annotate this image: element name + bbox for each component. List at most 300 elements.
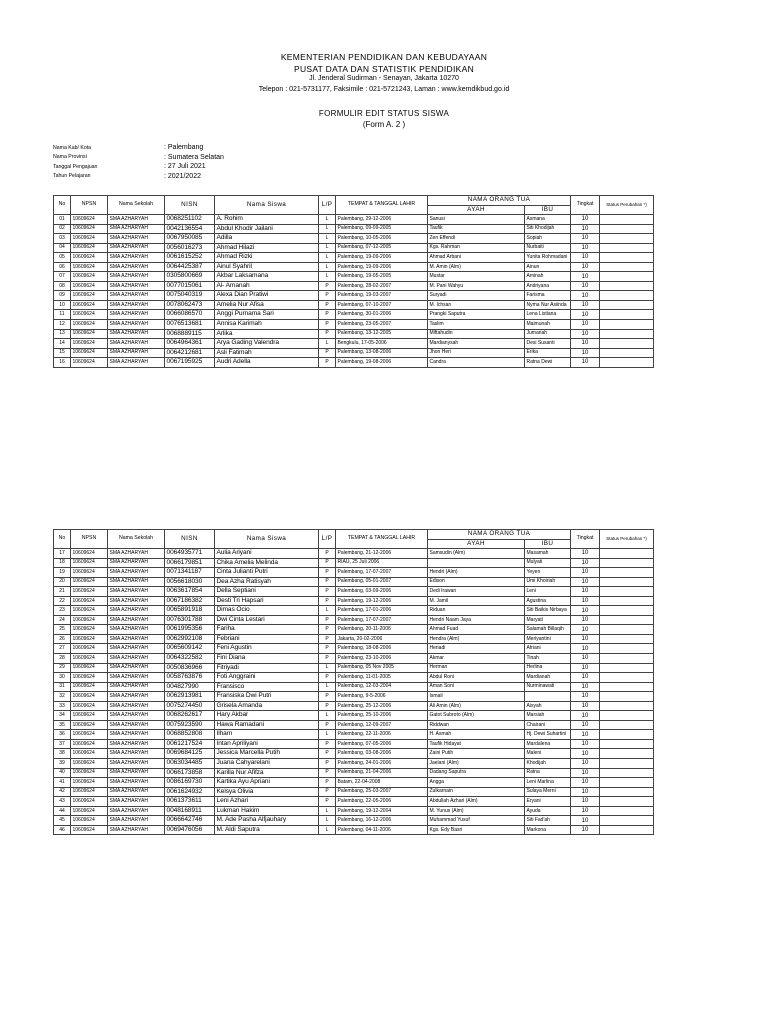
birth-cell: Palembang, 22-11-2006 — [336, 730, 428, 740]
birth-cell: Palembang, 9-5-2006 — [336, 692, 428, 702]
school-cell: SMA AZHARYAH — [108, 358, 165, 368]
nisn-cell: 0067950085 — [165, 234, 215, 244]
mother-cell: Erika — [525, 348, 571, 358]
table-row — [54, 720, 654, 730]
status-cell — [600, 768, 654, 778]
father-cell: Aman Soni — [428, 682, 525, 692]
mother-cell: Salamah Billaqih — [525, 625, 571, 635]
gender-cell: P — [319, 797, 336, 807]
gender-cell: P — [319, 720, 336, 730]
npsn-cell: 10609624 — [71, 281, 108, 291]
mother-cell: Sulaya Merni — [525, 787, 571, 797]
father-cell: M. Amin (Alm) — [428, 262, 525, 272]
status-cell — [600, 234, 654, 244]
table-row — [54, 596, 654, 606]
school-cell: SMA AZHARYAH — [108, 281, 165, 291]
table-row — [54, 272, 654, 282]
father-cell: Sanusi — [428, 215, 525, 225]
table-row — [54, 320, 654, 330]
student-name-cell: Desti Tri Hapsari — [215, 596, 319, 606]
mother-cell: Nyma Nur Asiinda — [525, 300, 571, 310]
gender-cell: P — [319, 739, 336, 749]
nisn-cell: 0056618030 — [165, 577, 215, 587]
father-cell: Miftahudin — [428, 329, 525, 339]
gender-cell: L — [319, 253, 336, 263]
grade-cell: 10 — [571, 329, 600, 339]
meta-value: : 2021/2022 — [164, 172, 201, 180]
col-grade: Tingkat — [571, 196, 600, 215]
grade-cell: 10 — [571, 797, 600, 807]
grade-cell: 10 — [571, 358, 600, 368]
status-cell — [600, 739, 654, 749]
father-cell: Jhon Heri — [428, 348, 525, 358]
father-cell: Hendri (Alm) — [428, 568, 525, 578]
mother-cell: Agustina — [525, 596, 571, 606]
npsn-cell: 10609624 — [71, 739, 108, 749]
school-cell: SMA AZHARYAH — [108, 644, 165, 654]
grade-cell: 10 — [571, 625, 600, 635]
birth-cell: Palembang, 23-05-2007 — [336, 320, 428, 330]
col-npsn: NPSN — [71, 196, 108, 215]
father-cell: Edison — [428, 577, 525, 587]
birth-cell: Palembang, 07-10-2007 — [336, 300, 428, 310]
gender-cell: L — [319, 339, 336, 349]
nisn-cell: 0075923590 — [165, 720, 215, 730]
status-cell — [600, 787, 654, 797]
gender-cell: L — [319, 272, 336, 282]
mother-cell: Nurminawati — [525, 682, 571, 692]
student-name-cell: Akbar Laksamana — [215, 272, 319, 282]
col-school: Nama Sekolah — [108, 196, 165, 215]
student-name-cell: Arya Gading Valendra — [215, 339, 319, 349]
row-number: 30 — [54, 673, 71, 683]
status-cell — [600, 663, 654, 673]
nisn-cell: 0068262617 — [165, 711, 215, 721]
nisn-cell: 0071341187 — [165, 568, 215, 578]
gender-cell: L — [319, 711, 336, 721]
table-row — [54, 348, 654, 358]
meta-value: : Sumatera Selatan — [164, 153, 224, 161]
row-number: 12 — [54, 320, 71, 330]
father-cell: Ismail — [428, 692, 525, 702]
npsn-cell: 10609624 — [71, 215, 108, 225]
gender-cell: P — [319, 749, 336, 759]
school-cell: SMA AZHARYAH — [108, 816, 165, 826]
mother-cell: Aisyah — [525, 701, 571, 711]
table-row — [54, 558, 654, 568]
birth-cell: Palembang, 25-03-2007 — [336, 787, 428, 797]
row-number: 09 — [54, 291, 71, 301]
row-number: 11 — [54, 310, 71, 320]
student-name-cell: Fitriyadi — [215, 663, 319, 673]
mother-cell: Ratna Dewi — [525, 358, 571, 368]
father-cell: Abdul Roni — [428, 673, 525, 683]
col-parents: NAMA ORANG TUA — [428, 530, 571, 540]
table-row — [54, 787, 654, 797]
birth-cell: Palembang, 03-09-2006 — [336, 587, 428, 597]
grade-cell: 10 — [571, 243, 600, 253]
father-cell: Gatot Subroto (Alm) — [428, 711, 525, 721]
row-number: 05 — [54, 253, 71, 263]
grade-cell: 10 — [571, 720, 600, 730]
table-row — [54, 300, 654, 310]
father-cell: Mardianysah — [428, 339, 525, 349]
nisn-cell: 0063617854 — [165, 587, 215, 597]
birth-cell: Palembang, 17-01-2006 — [336, 606, 428, 616]
nisn-cell: 0086169730 — [165, 778, 215, 788]
row-number: 29 — [54, 663, 71, 673]
gender-cell: P — [319, 701, 336, 711]
status-cell — [600, 272, 654, 282]
row-number: 43 — [54, 797, 71, 807]
col-npsn: NPSN — [71, 530, 108, 549]
student-name-cell: Ahmad Rizki — [215, 253, 319, 263]
school-cell: SMA AZHARYAH — [108, 262, 165, 272]
school-cell: SMA AZHARYAH — [108, 625, 165, 635]
status-cell — [600, 682, 654, 692]
student-name-cell: Hawa Ramadani — [215, 720, 319, 730]
table-row — [54, 234, 654, 244]
birth-cell: Palembang, 25-12-2006 — [336, 701, 428, 711]
birth-cell: Palembang, 16-12-2006 — [336, 816, 428, 826]
father-cell: Kgs. Rahman — [428, 243, 525, 253]
gender-cell: L — [319, 243, 336, 253]
student-name-cell: Leni Azhari — [215, 797, 319, 807]
status-cell — [600, 720, 654, 730]
row-number: 21 — [54, 587, 71, 597]
gender-cell: P — [319, 320, 336, 330]
father-cell: Mustar — [428, 272, 525, 282]
nisn-cell: 0069684125 — [165, 749, 215, 759]
nisn-cell: 0067186382 — [165, 596, 215, 606]
grade-cell: 10 — [571, 825, 600, 835]
mother-cell: Mardalena — [525, 739, 571, 749]
father-cell: Zen Effendi — [428, 234, 525, 244]
grade-cell: 10 — [571, 215, 600, 225]
row-number: 18 — [54, 558, 71, 568]
row-number: 15 — [54, 348, 71, 358]
row-number: 26 — [54, 634, 71, 644]
student-name-cell: Ahmad Hilazi — [215, 243, 319, 253]
school-cell: SMA AZHARYAH — [108, 215, 165, 225]
status-cell — [600, 320, 654, 330]
birth-cell: Palembang, 22-05-2006 — [336, 797, 428, 807]
table-row — [54, 577, 654, 587]
nisn-cell: 0064425387 — [165, 262, 215, 272]
npsn-cell: 10609624 — [71, 587, 108, 597]
student-name-cell: Dea Azha Ratisyah — [215, 577, 319, 587]
npsn-cell: 10609624 — [71, 358, 108, 368]
meta-label: Nama Kab/ Kota — [53, 144, 92, 151]
table-row — [54, 634, 654, 644]
birth-cell: Palembang, 09-09-2005 — [336, 224, 428, 234]
student-name-cell: Ainul Syahril — [215, 262, 319, 272]
grade-cell: 10 — [571, 320, 600, 330]
grade-cell: 10 — [571, 262, 600, 272]
father-cell: Jaelani (Alm) — [428, 759, 525, 769]
form-metadata — [53, 143, 224, 181]
gender-cell: P — [319, 358, 336, 368]
grade-cell: 10 — [571, 596, 600, 606]
student-name-cell: Intan Apriliyani — [215, 739, 319, 749]
father-cell: Riduan — [428, 606, 525, 616]
student-name-cell: Dwi Cinta Lestari — [215, 615, 319, 625]
mother-cell: Khodijah — [525, 759, 571, 769]
status-cell — [600, 358, 654, 368]
npsn-cell: 10609624 — [71, 310, 108, 320]
npsn-cell: 10609624 — [71, 606, 108, 616]
gender-cell: L — [319, 234, 336, 244]
table-row — [54, 568, 654, 578]
gender-cell: P — [319, 787, 336, 797]
birth-cell: Palembang, 13-12-2005 — [336, 329, 428, 339]
school-cell: SMA AZHARYAH — [108, 549, 165, 559]
father-cell: M. Ichsan — [428, 300, 525, 310]
mother-cell — [525, 692, 571, 702]
gender-cell: L — [319, 682, 336, 692]
meta-value: : 27 Juli 2021 — [164, 163, 206, 171]
student-name-cell: M. Aldi Saputra — [215, 825, 319, 835]
student-name-cell: Fini Diana — [215, 654, 319, 664]
row-number: 20 — [54, 577, 71, 587]
student-name-cell: Ilham — [215, 730, 319, 740]
col-student-name: Nama Siswa — [215, 530, 319, 549]
col-mother: IBU — [525, 206, 571, 215]
father-cell: Muhammad Yusuf — [428, 816, 525, 826]
birth-cell: Palembang, 07-12-2005 — [336, 243, 428, 253]
row-number: 10 — [54, 300, 71, 310]
grade-cell: 10 — [571, 224, 600, 234]
row-number: 02 — [54, 224, 71, 234]
grade-cell: 10 — [571, 749, 600, 759]
nisn-cell: 0068889115 — [165, 329, 215, 339]
mother-cell: Markona — [525, 825, 571, 835]
grade-cell: 10 — [571, 234, 600, 244]
student-name-cell: Jessica Marcella Putih — [215, 749, 319, 759]
nisn-cell: 0068852808 — [165, 730, 215, 740]
gender-cell: L — [319, 825, 336, 835]
father-cell: Akmar — [428, 654, 525, 664]
row-number: 14 — [54, 339, 71, 349]
grade-cell: 10 — [571, 806, 600, 816]
grade-cell: 10 — [571, 634, 600, 644]
mother-cell: Eryani — [525, 797, 571, 807]
nisn-cell: 0065891918 — [165, 606, 215, 616]
status-cell — [600, 262, 654, 272]
col-mother: IBU — [525, 540, 571, 549]
gender-cell: P — [319, 281, 336, 291]
father-cell: M. Jamil — [428, 596, 525, 606]
npsn-cell: 10609624 — [71, 749, 108, 759]
gender-cell: P — [319, 625, 336, 635]
col-no: No — [54, 196, 71, 215]
father-cell: Suryadi — [428, 291, 525, 301]
status-cell — [600, 701, 654, 711]
school-cell: SMA AZHARYAH — [108, 711, 165, 721]
father-cell: Ahmad Arbani — [428, 253, 525, 263]
gender-cell: L — [319, 215, 336, 225]
npsn-cell: 10609624 — [71, 711, 108, 721]
row-number: 08 — [54, 281, 71, 291]
table-row — [54, 215, 654, 225]
gender-cell: L — [319, 262, 336, 272]
col-father: AYAH — [428, 540, 525, 549]
grade-cell: 10 — [571, 568, 600, 578]
birth-cell: Palembang, 19-12-2006 — [336, 596, 428, 606]
gender-cell: P — [319, 549, 336, 559]
school-cell: SMA AZHARYAH — [108, 682, 165, 692]
nisn-cell: 0061373611 — [165, 797, 215, 807]
mother-cell: Ainun — [525, 262, 571, 272]
gender-cell: P — [319, 587, 336, 597]
table-row — [54, 759, 654, 769]
school-cell: SMA AZHARYAH — [108, 778, 165, 788]
father-cell: Candra — [428, 358, 525, 368]
birth-cell: Palembang, 12-09-2007 — [336, 720, 428, 730]
mother-cell: Mulyati — [525, 558, 571, 568]
father-cell: Herman — [428, 663, 525, 673]
npsn-cell: 10609624 — [71, 759, 108, 769]
student-name-cell: Febriani — [215, 634, 319, 644]
mother-cell: Andriyana — [525, 281, 571, 291]
school-cell: SMA AZHARYAH — [108, 606, 165, 616]
table-row — [54, 262, 654, 272]
table-row — [54, 673, 654, 683]
grade-cell: 10 — [571, 787, 600, 797]
npsn-cell: 10609624 — [71, 797, 108, 807]
student-name-cell: Juana Cahyarelani — [215, 759, 319, 769]
grade-cell: 10 — [571, 615, 600, 625]
birth-cell: Palembang, 23-10-2006 — [336, 654, 428, 664]
mother-cell: Desi Susanti — [525, 339, 571, 349]
row-number: 41 — [54, 778, 71, 788]
birth-cell: Palembang, 18-08-2006 — [336, 644, 428, 654]
nisn-cell: 0305800669 — [165, 272, 215, 282]
npsn-cell: 10609624 — [71, 816, 108, 826]
col-nisn: NISN — [165, 530, 215, 549]
npsn-cell: 10609624 — [71, 615, 108, 625]
nisn-cell: 0076513681 — [165, 320, 215, 330]
row-number: 19 — [54, 568, 71, 578]
contact-line: Telepon : 021-5731177, Faksimile : 021-5721243, Laman : www.kemdikbud.go.id — [258, 86, 510, 93]
col-status: Status Perubahan *) — [600, 530, 654, 549]
mother-cell: Leni — [525, 587, 571, 597]
row-number: 40 — [54, 768, 71, 778]
school-cell: SMA AZHARYAH — [108, 730, 165, 740]
npsn-cell: 10609624 — [71, 673, 108, 683]
table-row — [54, 625, 654, 635]
npsn-cell: 10609624 — [71, 558, 108, 568]
table-row — [54, 749, 654, 759]
mother-cell: Chairani — [525, 720, 571, 730]
birth-cell: Palembang, 17-07-2007 — [336, 568, 428, 578]
row-number: 07 — [54, 272, 71, 282]
status-cell — [600, 291, 654, 301]
col-school: Nama Sekolah — [108, 530, 165, 549]
nisn-cell: 0078062473 — [165, 300, 215, 310]
nisn-cell: 0066173858 — [165, 768, 215, 778]
form-code: (Form A. 2 ) — [362, 120, 406, 129]
father-cell: Hendra (Alm) — [428, 634, 525, 644]
table-row — [54, 644, 654, 654]
status-cell — [600, 558, 654, 568]
school-cell: SMA AZHARYAH — [108, 587, 165, 597]
nisn-cell: 0077015061 — [165, 281, 215, 291]
birth-cell: Palembang, 05-01-2007 — [336, 577, 428, 587]
gender-cell: P — [319, 615, 336, 625]
gender-cell: P — [319, 300, 336, 310]
nisn-cell: 0068251102 — [165, 215, 215, 225]
birth-cell: Palembang, 19-09-2006 — [336, 262, 428, 272]
npsn-cell: 10609624 — [71, 224, 108, 234]
col-student-name: Nama Siswa — [215, 196, 319, 215]
row-number: 13 — [54, 329, 71, 339]
father-cell: Samsudin (Alm) — [428, 549, 525, 559]
student-name-cell: Fransisco — [215, 682, 319, 692]
birth-cell: Palembang, 13-08-2006 — [336, 348, 428, 358]
student-name-cell: Al- Amanah — [215, 281, 319, 291]
meta-row-tanggal — [53, 162, 224, 172]
nisn-cell: 0065609142 — [165, 644, 215, 654]
npsn-cell: 10609624 — [71, 300, 108, 310]
birth-cell: Palembang, 29-12-2006 — [336, 215, 428, 225]
npsn-cell: 10609624 — [71, 549, 108, 559]
table-row — [54, 329, 654, 339]
npsn-cell: 10609624 — [71, 825, 108, 835]
birth-cell: Palembang, 10-05-2006 — [336, 234, 428, 244]
gender-cell: P — [319, 577, 336, 587]
grade-cell: 10 — [571, 663, 600, 673]
student-name-cell: Anggi Purnama Sari — [215, 310, 319, 320]
grade-cell: 10 — [571, 310, 600, 320]
status-cell — [600, 339, 654, 349]
father-cell: Ali Amin (Alm) — [428, 701, 525, 711]
table-row — [54, 549, 654, 559]
birth-cell: Palembang, 07-05-2006 — [336, 739, 428, 749]
row-number: 39 — [54, 759, 71, 769]
gender-cell: P — [319, 596, 336, 606]
school-cell: SMA AZHARYAH — [108, 749, 165, 759]
row-number: 42 — [54, 787, 71, 797]
birth-cell: Palembang, 19-09-2006 — [336, 253, 428, 263]
grade-cell: 10 — [571, 654, 600, 664]
col-father: AYAH — [428, 206, 525, 215]
school-cell: SMA AZHARYAH — [108, 673, 165, 683]
school-cell: SMA AZHARYAH — [108, 253, 165, 263]
status-cell — [600, 253, 654, 263]
status-cell — [600, 329, 654, 339]
father-cell: H. Asmah — [428, 730, 525, 740]
status-cell — [600, 825, 654, 835]
school-cell: SMA AZHARYAH — [108, 692, 165, 702]
status-cell — [600, 568, 654, 578]
birth-cell: Palembang, 30-01-2006 — [336, 310, 428, 320]
grade-cell: 10 — [571, 253, 600, 263]
father-cell: Prangki Saputra — [428, 310, 525, 320]
row-number: 06 — [54, 262, 71, 272]
meta-value: : Palembang — [164, 144, 204, 152]
row-number: 46 — [54, 825, 71, 835]
birth-cell: Palembang, 19-03-2007 — [336, 291, 428, 301]
student-name-cell: A. Rohim — [215, 215, 319, 225]
mother-cell: Sopiah — [525, 234, 571, 244]
status-cell — [600, 816, 654, 826]
table-row — [54, 358, 654, 368]
npsn-cell: 10609624 — [71, 778, 108, 788]
col-birth: TEMPAT & TANGGAL LAHIR — [336, 196, 428, 215]
gender-cell: P — [319, 558, 336, 568]
table-row — [54, 730, 654, 740]
